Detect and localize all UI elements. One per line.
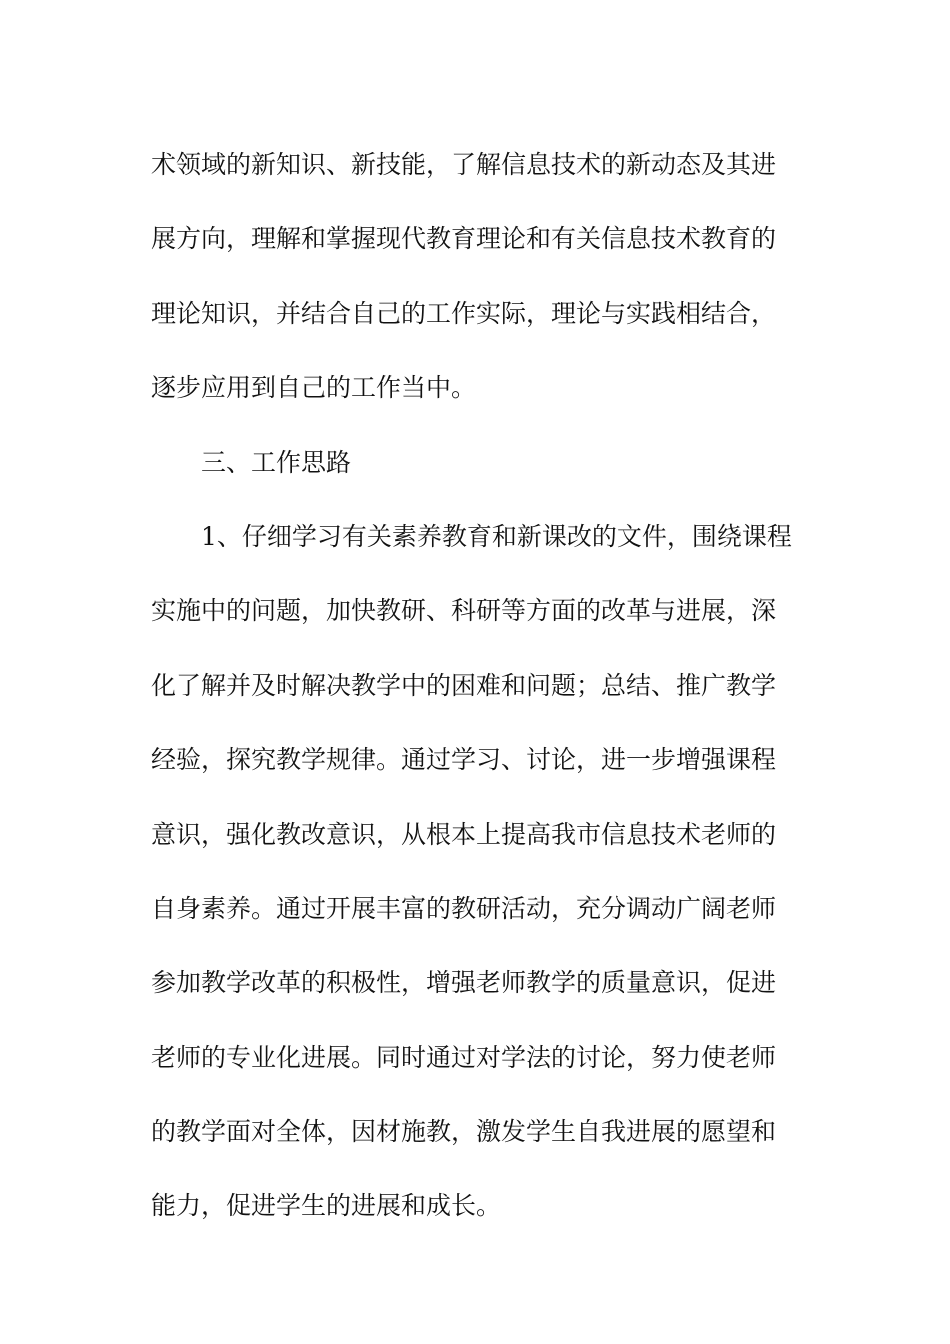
paragraph-line: 老师的专业化进展。同时通过对学法的讨论，努力使老师 — [151, 1042, 777, 1072]
paragraph-line: 展方向，理解和掌握现代教育理论和有关信息技术教育的 — [151, 224, 777, 254]
paragraph-line: 意识，强化教改意识，从根本上提高我市信息技术老师的 — [151, 819, 777, 849]
paragraph-line: 化了解并及时解决教学中的困难和问题；总结、推广教学 — [151, 670, 777, 700]
paragraph-line: 术领域的新知识、新技能，了解信息技术的新动态及其进 — [151, 150, 777, 179]
paragraph-line: 1、仔细学习有关素养教育和新课改的文件，围绕课程 — [201, 521, 792, 551]
section-heading: 三、工作思路 — [201, 447, 352, 477]
paragraph-line: 逐步应用到自己的工作当中。 — [151, 373, 477, 403]
paragraph-line: 自身素养。通过开展丰富的教研活动，充分调动广阔老师 — [151, 893, 777, 923]
paragraph-line: 能力，促进学生的进展和成长。 — [151, 1191, 502, 1221]
paragraph-line: 理论知识，并结合自己的工作实际，理论与实践相结合， — [151, 298, 777, 328]
paragraph-line: 实施中的问题，加快教研、科研等方面的改革与进展，深 — [151, 596, 777, 626]
paragraph-line: 参加教学改革的积极性，增强老师教学的质量意识，促进 — [151, 968, 777, 998]
document-body — [151, 128, 811, 1244]
paragraph-line: 的教学面对全体，因材施教，激发学生自我进展的愿望和 — [151, 1117, 777, 1147]
paragraph-line: 经验，探究教学规律。通过学习、讨论，进一步增强课程 — [151, 745, 777, 775]
